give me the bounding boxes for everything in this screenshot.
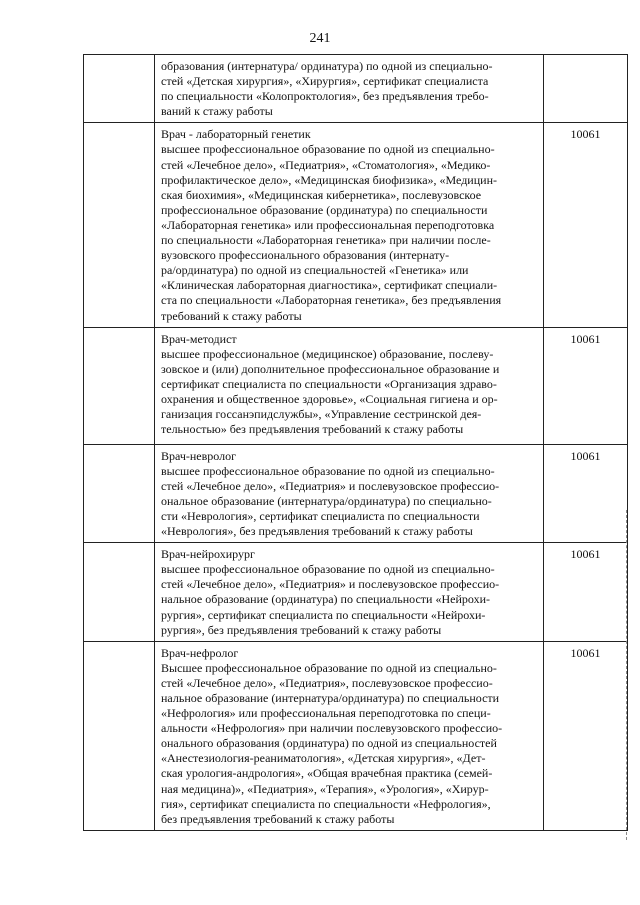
empty-left-cell <box>84 55 155 123</box>
table-row <box>84 444 628 543</box>
position-requirements-cell <box>155 327 544 444</box>
requirement-text-line: профессиональное образование (ординатура) по специальности <box>161 202 488 217</box>
empty-left-cell <box>84 123 155 327</box>
position-requirements-cell <box>155 123 544 327</box>
position-title: Врач-методист <box>161 331 237 346</box>
position-title: Врач-невролог <box>161 448 237 463</box>
empty-left-cell <box>84 444 155 543</box>
requirement-text-line: высшее профессиональное (медицинское) образование, послеву- <box>161 346 494 361</box>
position-requirements-cell <box>155 55 544 123</box>
salary-code-cell: 10061 <box>544 543 628 642</box>
requirement-text-line: альности «Нефрология» при наличии послевузовского профессио- <box>161 721 503 736</box>
salary-code-cell: 10061 <box>544 327 628 444</box>
requirement-text-line: стей «Лечебное дело», «Педиатрия» и послевузовское профессио- <box>161 478 500 493</box>
requirement-text-line: «Клиническая лабораторная диагностика», сертификат специали- <box>161 278 498 293</box>
requirement-text-line: гия», сертификат специалиста по специальности «Нефрология», <box>161 796 491 811</box>
table-row <box>84 327 628 444</box>
empty-left-cell <box>84 641 155 830</box>
requirement-text-line: ская урология-андрология», «Общая врачебная практика (семей- <box>161 766 493 781</box>
requirement-text-line: ваний к стажу работы <box>161 104 273 119</box>
salary-code-cell: 10061 <box>544 123 628 327</box>
salary-code-cell <box>544 55 628 123</box>
salary-code-cell: 10061 <box>544 444 628 543</box>
margin-dashed-line <box>626 510 628 840</box>
salary-code-cell: 10061 <box>544 641 628 830</box>
requirement-text-line: рургия», сертификат специалиста по специальности «Нейрохи- <box>161 607 486 622</box>
qualification-table <box>83 54 628 831</box>
table-row <box>84 543 628 642</box>
requirement-text-line: стей «Лечебное дело», «Педиатрия», послевузовское профессио- <box>161 675 493 690</box>
requirement-text-line: сти «Неврология», сертификат специалиста по специальности <box>161 508 480 523</box>
requirement-text-line: ганизация госсанэпидслужбы», «Управление сестринской дея- <box>161 407 482 422</box>
requirement-text-line: онального образования (ординатура) по одной из специальностей <box>161 736 497 751</box>
requirement-text-line: требований к стажу работы <box>161 308 302 323</box>
table-row <box>84 123 628 327</box>
position-requirements-cell <box>155 641 544 830</box>
page-number: 241 <box>309 31 331 46</box>
requirement-text-line: тельностью» без предъявления требований к стажу работы <box>161 422 464 437</box>
requirement-text-line: без предъявления требований к стажу работы <box>161 811 395 826</box>
requirement-text-line: высшее профессиональное образование по одной из специально- <box>161 463 495 478</box>
position-requirements-cell <box>155 444 544 543</box>
position-title: Врач-нефролог <box>161 645 239 660</box>
requirement-text-line: ская биохимия», «Медицинская кибернетика», послевузовское <box>161 187 482 202</box>
empty-left-cell <box>84 543 155 642</box>
requirement-text-line: нальное образование (ординатура) по специальности «Нейрохи- <box>161 592 491 607</box>
requirement-text-line: вузовского профессионального образования (интернату- <box>161 248 450 263</box>
requirement-text-line: Высшее профессиональное образование по одной из специально- <box>161 660 497 675</box>
requirement-text-line: рургия», без предъявления требований к стажу работы <box>161 622 442 637</box>
requirement-text-line: образования (интернатура/ ординатура) по одной из специально- <box>161 59 493 73</box>
requirement-text-line: ра/ординатура) по одной из специальностей «Генетика» или <box>161 263 469 278</box>
requirement-text-line: «Лабораторная генетика» или профессиональная переподготовка <box>161 217 495 232</box>
requirement-text-line: ная медицина)», «Педиатрия», «Терапия», «Урология», «Хирур- <box>161 781 489 796</box>
requirement-text-line: сертификат специалиста по специальности «Организация здраво- <box>161 376 497 391</box>
table-row <box>84 641 628 830</box>
position-requirements-cell <box>155 543 544 642</box>
requirement-text-line: стей «Детская хирургия», «Хирургия», сертификат специалиста <box>161 74 489 89</box>
requirement-text-line: «Анестезиология-реаниматология», «Детская хирургия», «Дет- <box>161 751 486 766</box>
table-row <box>84 55 628 123</box>
requirement-text-line: «Нефрология» или профессиональная переподготовка по специ- <box>161 706 491 721</box>
position-title: Врач - лабораторный генетик <box>161 127 311 142</box>
requirement-text-line: стей «Лечебное дело», «Педиатрия», «Стоматология», «Медико- <box>161 157 491 172</box>
requirement-text-line: зовское и (или) дополнительное профессиональное образование и <box>161 361 500 376</box>
requirement-text-line: охранения и общественное здоровье», «Социальная гигиена и ор- <box>161 391 498 406</box>
requirement-text-line: профилактическое дело», «Медицинская биофизика», «Медицин- <box>161 172 497 187</box>
requirement-text-line: ональное образование (интернатура/ординатура) по специально- <box>161 493 492 508</box>
requirement-text-line: высшее профессиональное образование по одной из специально- <box>161 562 495 577</box>
requirement-text-line: высшее профессиональное образование по одной из специально- <box>161 142 495 157</box>
requirement-text-line: по специальности «Лабораторная генетика» при наличии после- <box>161 233 491 248</box>
requirement-text-line: «Неврология», без предъявления требований к стажу работы <box>161 524 473 539</box>
position-title: Врач-нейрохирург <box>161 547 255 562</box>
requirement-text-line: ста по специальности «Лабораторная генетика», без предъявления <box>161 293 502 308</box>
requirement-text-line: по специальности «Колопроктология», без предъявления требо- <box>161 89 489 104</box>
empty-left-cell <box>84 327 155 444</box>
requirement-text-line: нальное образование (интернатура/ординатура) по специальности <box>161 691 500 705</box>
requirement-text-line: стей «Лечебное дело», «Педиатрия» и послевузовское профессио- <box>161 577 500 592</box>
